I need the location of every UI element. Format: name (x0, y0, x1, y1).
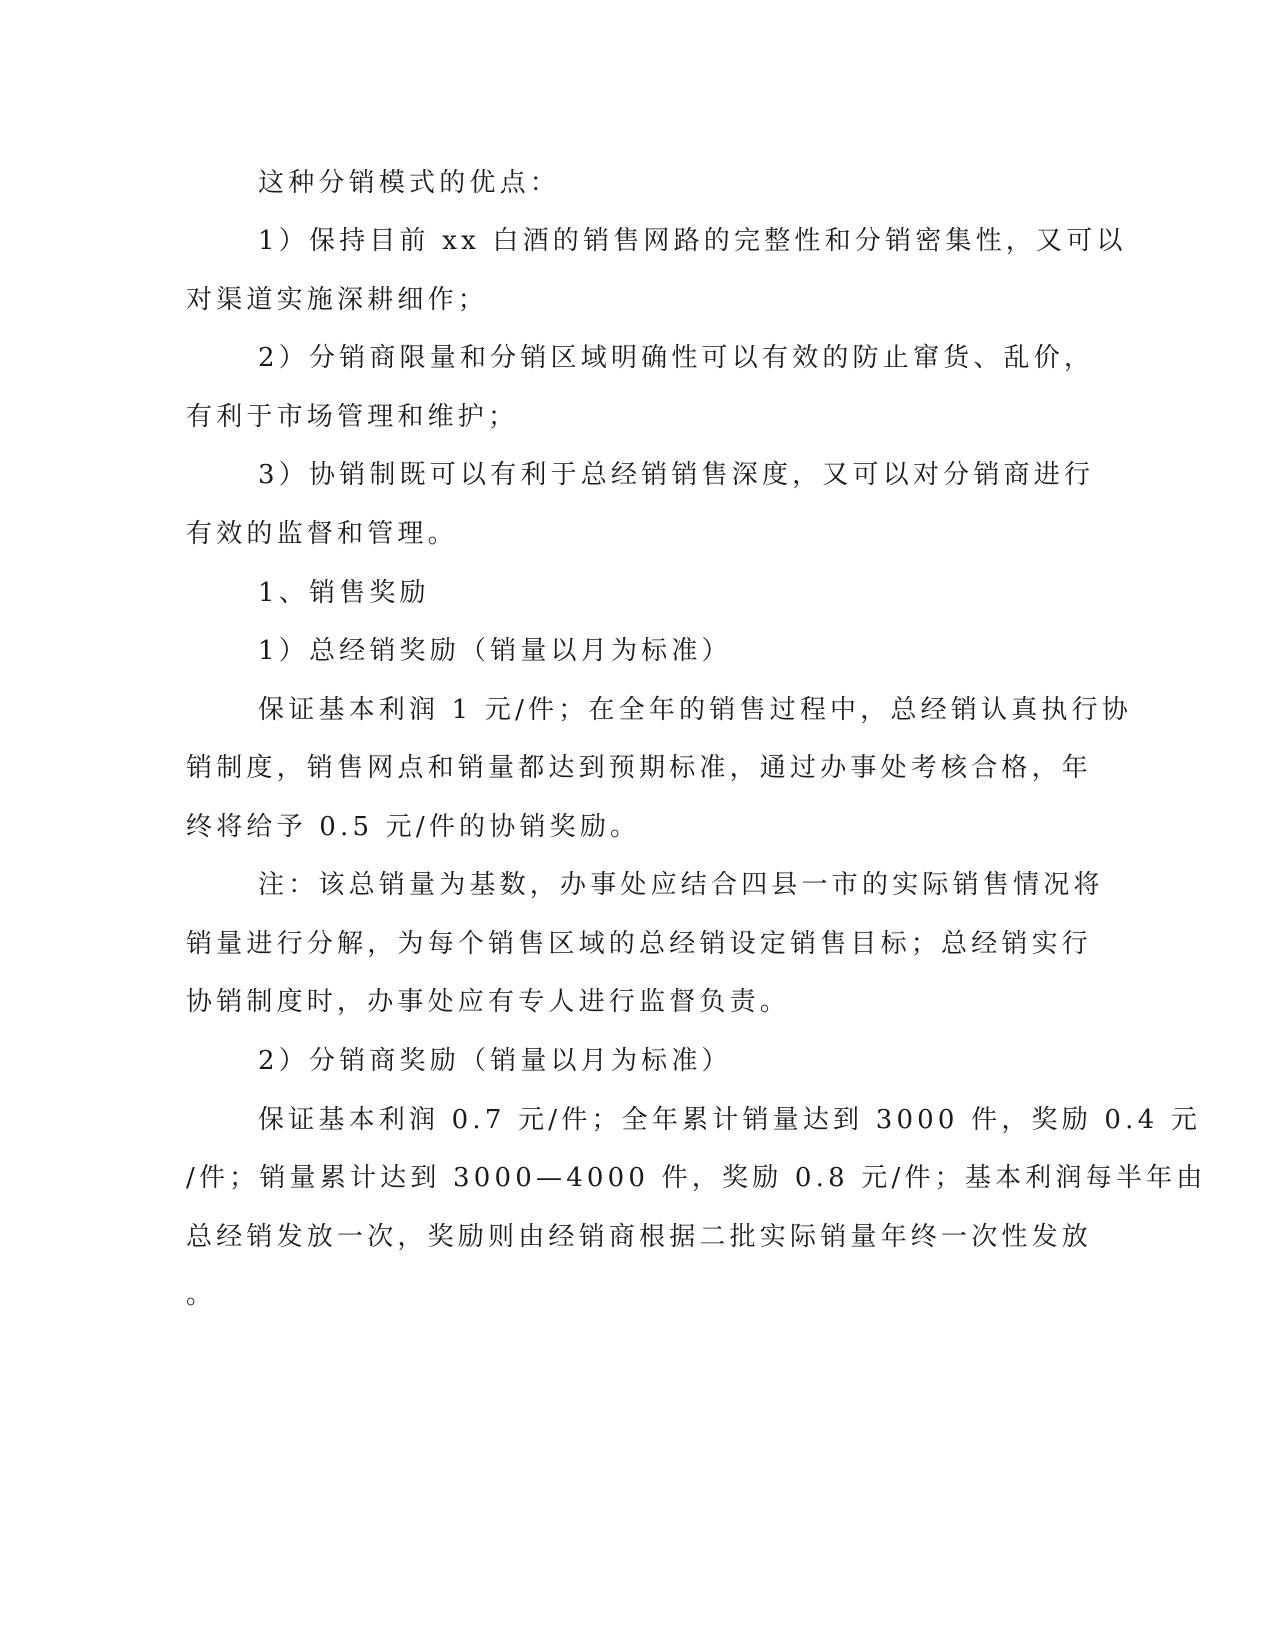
paragraph-note-cont-2: 协销制度时，办事处应有专人进行监督负责。 (186, 987, 791, 1017)
paragraph-advantage-1-cont: 对渠道实施深耕细作； (186, 285, 489, 315)
paragraph-subdistributor-profit-cont-2: 总经销发放一次，奖励则由经销商根据二批实际销量年终一次性发放 (186, 1222, 1093, 1252)
paragraph-distributor-profit-cont-1: 销制度，销售网点和销量都达到预期标准，通过办事处考核合格，年 (186, 753, 1093, 783)
paragraph-subdistributor-profit: 保证基本利润 0.7 元/件；全年累计销量达到 3000 件，奖励 0.4 元 (258, 1105, 1202, 1135)
paragraph-advantage-2-cont: 有利于市场管理和维护； (186, 402, 519, 432)
paragraph-advantage-1: 1）保持目前 xx 白酒的销售网路的完整性和分销密集性，又可以 (258, 226, 1127, 256)
subheading-distributor-reward: 1）总经销奖励（销量以月为标准） (258, 636, 732, 666)
subheading-subdistributor-reward: 2）分销商奖励（销量以月为标准） (258, 1046, 732, 1076)
paragraph-subdistributor-profit-cont-1: /件；销量累计达到 3000—4000 件，奖励 0.8 元/件；基本利润每半年由 (186, 1163, 1207, 1193)
paragraph-distributor-profit: 保证基本利润 1 元/件；在全年的销售过程中，总经销认真执行协 (258, 695, 1133, 725)
paragraph-advantages-heading: 这种分销模式的优点： (258, 168, 561, 198)
paragraph-advantage-3: 3）协销制既可以有利于总经销销售深度，又可以对分销商进行 (258, 460, 1095, 490)
paragraph-note-cont-1: 销量进行分解，为每个销售区域的总经销设定销售目标；总经销实行 (186, 929, 1093, 959)
paragraph-subdistributor-profit-end: 。 (186, 1280, 217, 1310)
paragraph-note: 注：该总销量为基数，办事处应结合四县一市的实际销售情况将 (258, 870, 1104, 900)
paragraph-advantage-2: 2）分销商限量和分销区域明确性可以有效的防止窜货、乱价， (258, 343, 1095, 373)
paragraph-advantage-3-cont: 有效的监督和管理。 (186, 519, 458, 549)
section-heading-sales-reward: 1、销售奖励 (258, 578, 430, 608)
paragraph-distributor-profit-cont-2: 终将给予 0.5 元/件的协销奖励。 (186, 812, 641, 842)
